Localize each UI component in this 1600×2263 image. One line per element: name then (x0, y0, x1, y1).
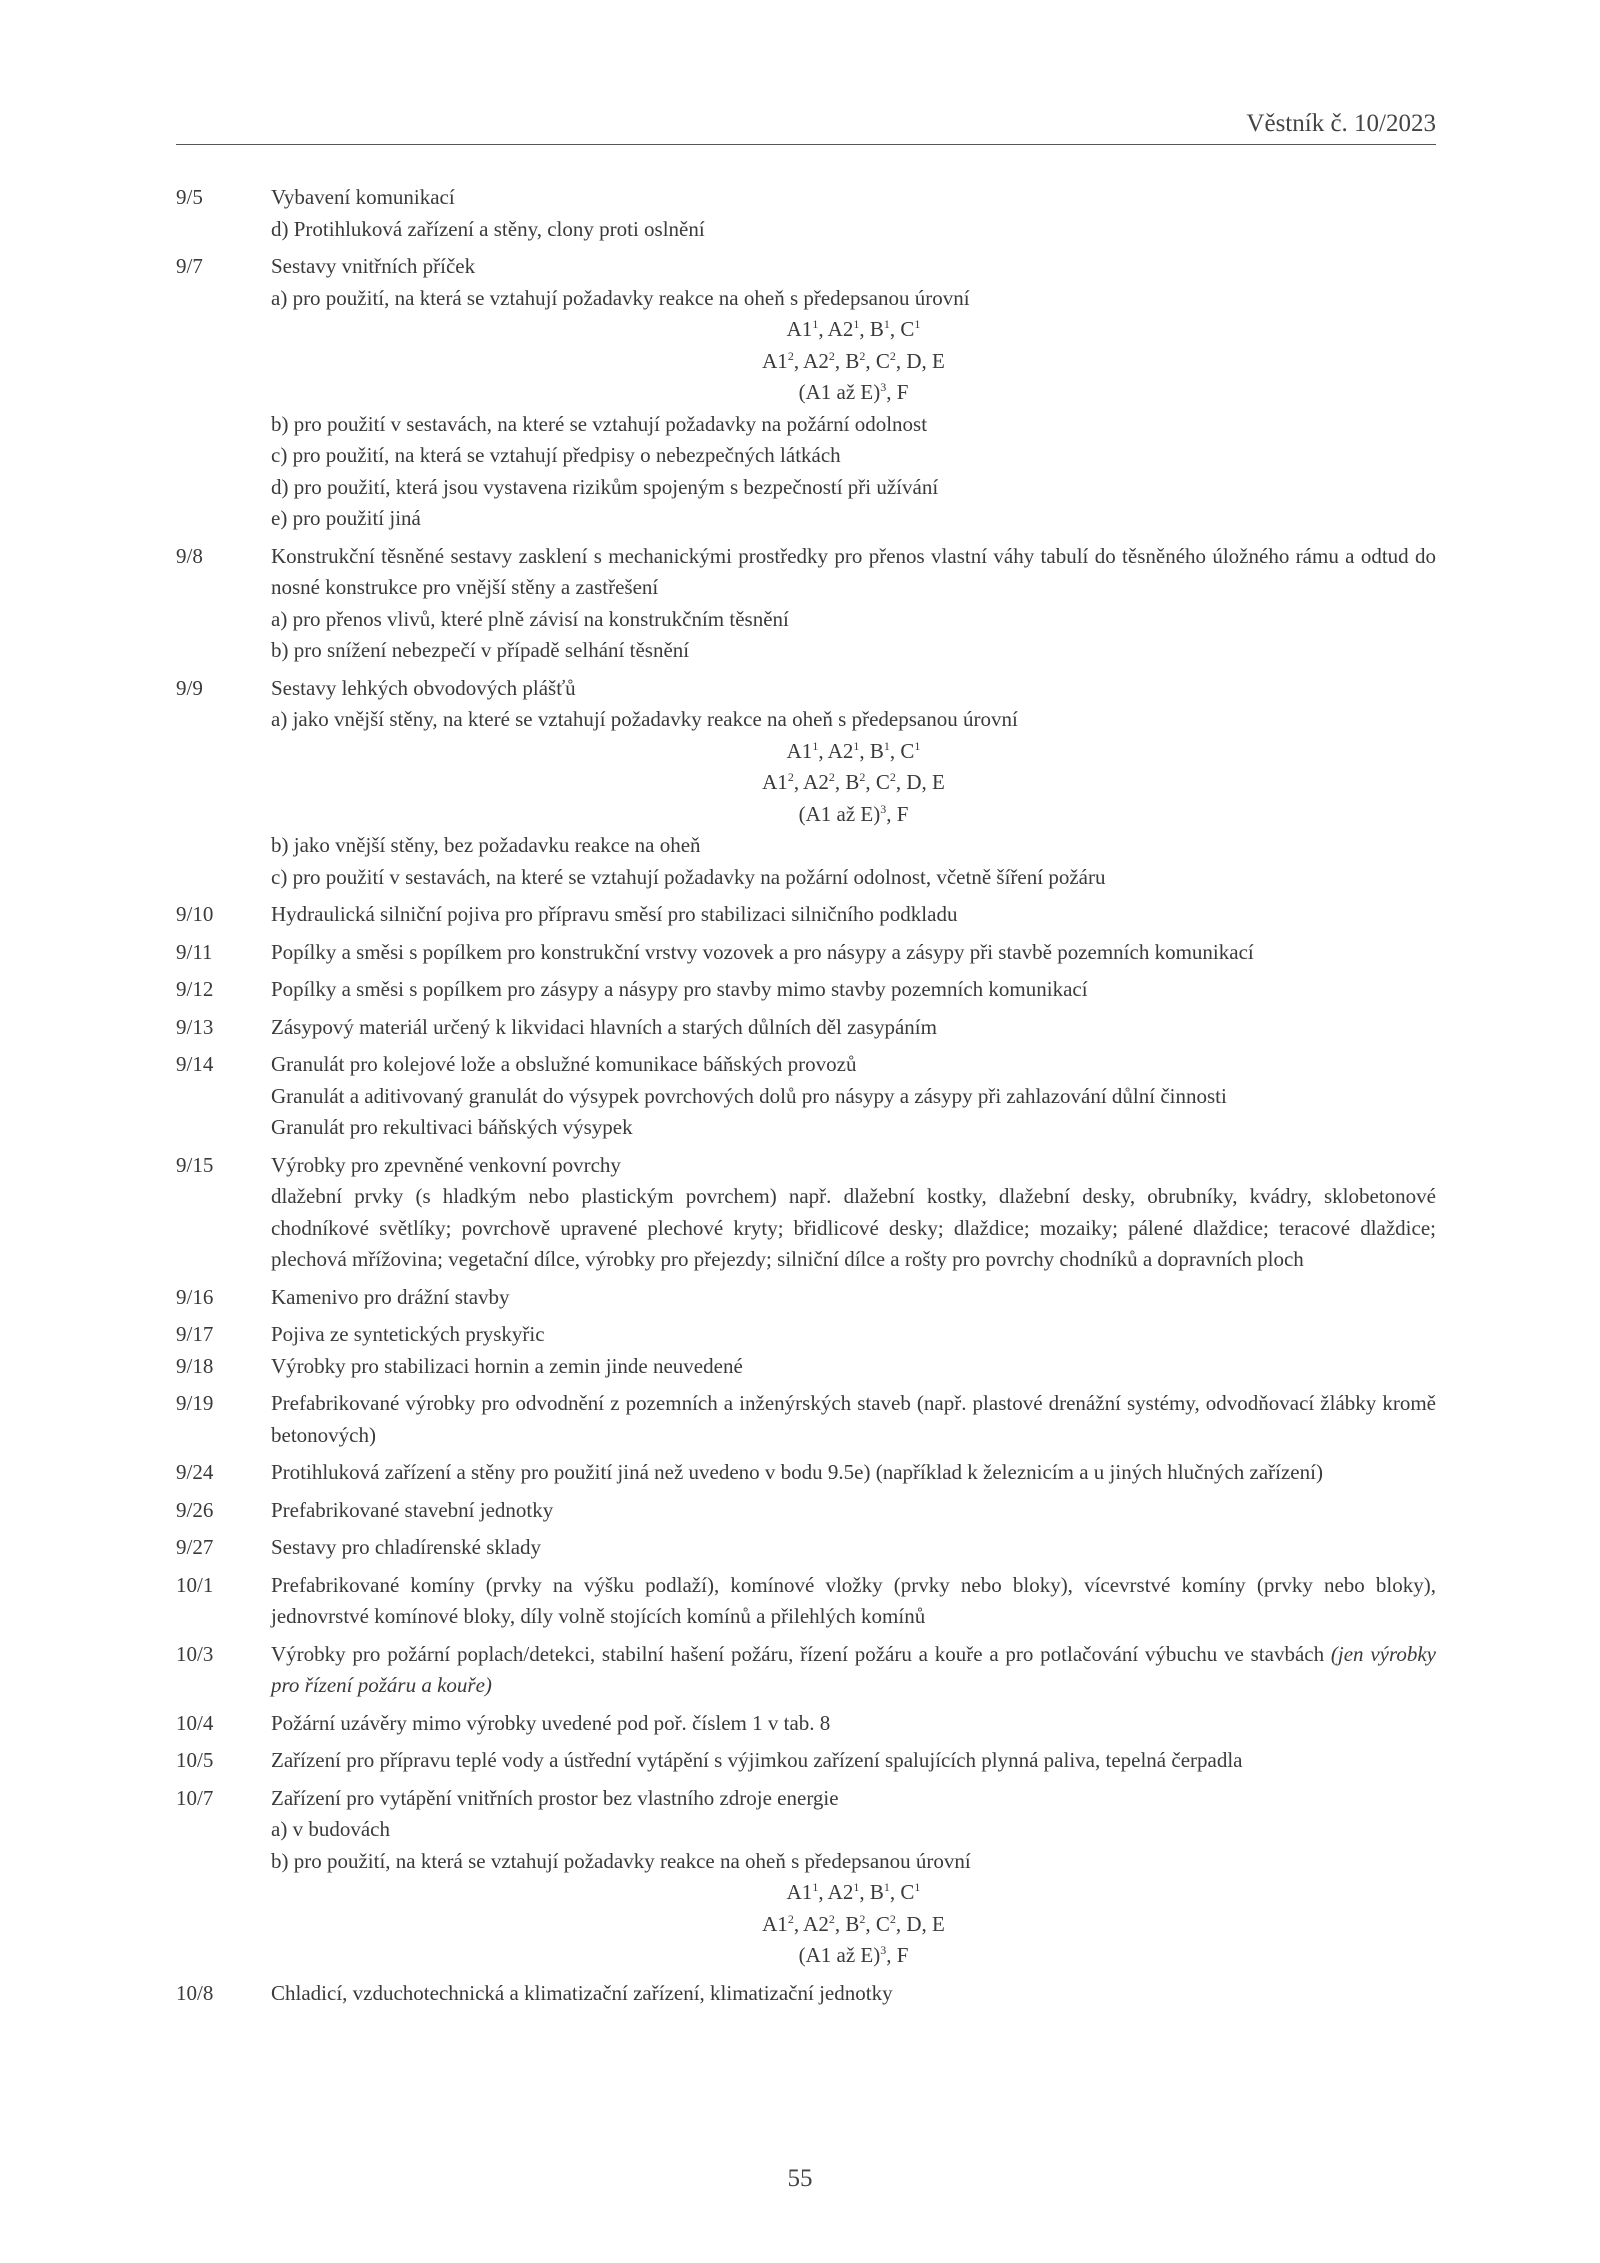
entry-line: Granulát pro kolejové lože a obslužné komunikace báňských provozů (271, 1052, 857, 1076)
entry-9-14 (176, 1049, 1436, 1144)
entry-number: 9/27 (176, 1535, 214, 1559)
entry-number: 9/5 (176, 185, 203, 209)
entry-text: Popílky a směsi s popílkem pro zásypy a násypy pro stavby mimo stavby pozemních komunikací (271, 977, 1088, 1001)
fire-class-line: $A1^2$, $A2^2$, $B^2$, $C^2$, D, E (762, 348, 945, 373)
entry-line: e) pro použití jiná (271, 506, 421, 530)
entry-9-19 (176, 1388, 1436, 1451)
entry-9-17 (176, 1319, 1436, 1351)
entry-paragraph: dlažební prvky (s hladkým nebo plastickým povrchem) např. dlažební kostky, dlažební desky, obrubníky, kvádry, sklobetonové chodníkové světlíky; povrchově upravené plechové kryty; břidlicové desky; dlaždice; mozaiky; pálené dlaždice; teracové dlaždice; plechová mřížovina; vegetační dílce, výrobky pro přejezdy; silniční dílce a rošty pro povrchy chodníků a dopravních ploch (271, 1184, 1436, 1271)
entry-title: Vybavení komunikací (271, 185, 455, 209)
entry-title: Sestavy vnitřních příček (271, 254, 476, 278)
entry-number: 9/24 (176, 1460, 214, 1484)
entry-number: 9/18 (176, 1353, 214, 1378)
entry-number: 9/11 (176, 939, 213, 964)
entry-text: Protihluková zařízení a stěny pro použití jiná než uvedeno v bodu 9.5e) (například k železnicím a u jiných hlučných zařízení) (271, 1460, 1323, 1484)
entry-number: 10/4 (176, 1710, 214, 1735)
entry-line: Granulát pro rekultivaci báňských výsypek (271, 1115, 633, 1139)
entry-number: 9/7 (176, 254, 203, 278)
entry-9-15 (176, 1150, 1436, 1276)
entry-10-8 (176, 1978, 1436, 2010)
entry-number: 9/10 (176, 902, 214, 926)
entry-title: Zařízení pro vytápění vnitřních prostor bez vlastního zdroje energie (271, 1785, 839, 1810)
fire-class-line: (A1 až E)$^3$, F (798, 801, 909, 826)
fire-class-line: $A1^1$, $A2^1$, $B^1$, $C^1$ (786, 317, 921, 341)
entry-text: Prefabrikované výrobky pro odvodnění z pozemních a inženýrských staveb (např. plastové drenážní systémy, odvodňovací žlábky kromě betonových) (271, 1391, 1436, 1447)
entry-number: 9/16 (176, 1284, 214, 1309)
entry-9-24 (176, 1457, 1436, 1489)
entry-line: b) pro použití v sestavách, na které se vztahují požadavky na požární odolnost (271, 411, 928, 436)
entry-9-13 (176, 1012, 1436, 1044)
entry-title: Výrobky pro zpevněné venkovní povrchy (271, 1152, 621, 1177)
entry-9-9 (176, 673, 1436, 894)
entry-text: Prefabrikované stavební jednotky (271, 1497, 554, 1522)
entry-9-11 (176, 937, 1436, 969)
entry-line: a) jako vnější stěny, na které se vztahují požadavky reakce na oheň s předepsanou úrovní (271, 707, 1018, 731)
fire-class-line: $A1^1$, $A2^1$, $B^1$, $C^1$ (786, 738, 921, 763)
entry-10-5 (176, 1745, 1436, 1777)
entry-10-7 (176, 1783, 1436, 1972)
entry-text: Zařízení pro přípravu teplé vody a ústřední vytápění s výjimkou zařízení spalujících plynná paliva, tepelná čerpadla (271, 1748, 1243, 1772)
entry-9-10 (176, 899, 1436, 931)
entry-9-27 (176, 1532, 1436, 1564)
entry-9-7 (176, 251, 1436, 535)
entry-number: 9/19 (176, 1391, 214, 1415)
entry-number: 10/1 (176, 1572, 214, 1597)
entry-9-8 (176, 541, 1436, 667)
entry-line: a) v budovách (271, 1817, 390, 1841)
entry-9-18 (176, 1351, 1436, 1383)
entry-number: 9/12 (176, 977, 214, 1001)
entry-text: Chladicí, vzduchotechnická a klimatizační zařízení, klimatizační jednotky (271, 1980, 893, 2005)
entry-9-26 (176, 1495, 1436, 1527)
entry-number: 9/14 (176, 1052, 214, 1076)
entry-line: d) pro použití, která jsou vystavena rizikům spojeným s bezpečností při užívání (271, 474, 939, 499)
entry-9-12 (176, 974, 1436, 1006)
entry-line: b) pro použití, na která se vztahují požadavky reakce na oheň s předepsanou úrovní (271, 1848, 971, 1873)
entry-text: Výrobky pro požární poplach/detekci, stabilní hašení požáru, řízení požáru a kouře a pro potlačování výbuchu ve stavbách (jen výrobky pro řízení požáru a kouře) (271, 1641, 1436, 1697)
entry-line: d) Protihluková zařízení a stěny, clony proti oslnění (271, 216, 705, 241)
entry-text: Prefabrikované komíny (prvky na výšku podlaží), komínové vložky (prvky nebo bloky), vícevrstvé komíny (prvky nebo bloky), jednovrstvé komínové bloky, díly volně stojících komínů a přilehlých komínů (271, 1572, 1436, 1628)
entry-number: 9/13 (176, 1014, 214, 1039)
entry-text: Požární uzávěry mimo výrobky uvedené pod poř. číslem 1 v tab. 8 (271, 1710, 831, 1735)
entry-line: c) pro použití v sestavách, na které se vztahují požadavky na požární odolnost, včetně šíření požáru (271, 864, 1106, 889)
entry-line: c) pro použití, na která se vztahují předpisy o nebezpečných látkách (271, 443, 841, 467)
entry-text: Hydraulická silniční pojiva pro přípravu směsí pro stabilizaci silničního podkladu (271, 902, 958, 926)
entry-text: Sestavy pro chladírenské sklady (271, 1535, 542, 1559)
fire-class-line: $A1^1$, $A2^1$, $B^1$, $C^1$ (786, 1880, 921, 1904)
entry-text: Výrobky pro stabilizaci hornin a zemin jinde neuvedené (271, 1353, 743, 1378)
entry-10-1 (176, 1570, 1436, 1633)
fire-class-line: $A1^2$, $A2^2$, $B^2$, $C^2$, D, E (762, 1911, 945, 1936)
entry-number: 10/5 (176, 1748, 214, 1772)
entry-title: Sestavy lehkých obvodových plášťů (271, 675, 576, 700)
fire-class-line: $A1^2$, $A2^2$, $B^2$, $C^2$, D, E (762, 770, 945, 794)
entry-line: b) jako vnější stěny, bez požadavku reakce na oheň (271, 833, 701, 857)
entry-number: 10/7 (176, 1785, 214, 1810)
entry-number: 9/26 (176, 1497, 214, 1522)
page-number: 55 (787, 2165, 813, 2192)
entry-number: 9/17 (176, 1322, 214, 1346)
fire-class-line: (A1 až E)$^3$, F (798, 1943, 909, 1967)
entry-9-16 (176, 1282, 1436, 1314)
entry-text: Kamenivo pro drážní stavby (271, 1284, 510, 1309)
entry-line: a) pro použití, na která se vztahují požadavky reakce na oheň s předepsanou úrovní (271, 285, 970, 310)
entry-text: Pojiva ze syntetických pryskyřic (271, 1322, 545, 1346)
page-header: Věstník č. 10/2023 (176, 112, 1436, 145)
entry-10-4 (176, 1708, 1436, 1740)
entries-list (176, 182, 1436, 2015)
entry-number: 9/8 (176, 543, 203, 568)
entry-number: 10/8 (176, 1980, 214, 2005)
entry-10-3 (176, 1639, 1436, 1702)
entry-number: 9/9 (176, 675, 203, 700)
entry-line: a) pro přenos vlivů, které plně závisí na konstrukčním těsnění (271, 606, 789, 631)
fire-class-line: (A1 až E)$^3$, F (798, 380, 909, 404)
italic-note: (jen výrobky pro řízení požáru a kouře) (271, 1641, 1436, 1697)
entry-line: b) pro snížení nebezpečí v případě selhání těsnění (271, 638, 690, 662)
entry-line: Granulát a aditivovaný granulát do výsypek povrchových dolů pro násypy a zásypy při zahlazování důlní činnosti (271, 1083, 1227, 1108)
entry-text: Popílky a směsi s popílkem pro konstrukční vrstvy vozovek a pro násypy a zásypy při stavbě pozemních komunikací (271, 939, 1254, 964)
entry-title: Konstrukční těsněné sestavy zasklení s mechanickými prostředky pro přenos vlastní váhy tabulí do těsněného úložného rámu a odtud do nosné konstrukce pro vnější stěny a zastřešení (271, 543, 1436, 599)
entry-text: Zásypový materiál určený k likvidaci hlavních a starých důlních děl zasypáním (271, 1014, 937, 1039)
entry-number: 9/15 (176, 1152, 214, 1177)
entry-9-5 (176, 182, 1436, 245)
entry-number: 10/3 (176, 1641, 214, 1666)
